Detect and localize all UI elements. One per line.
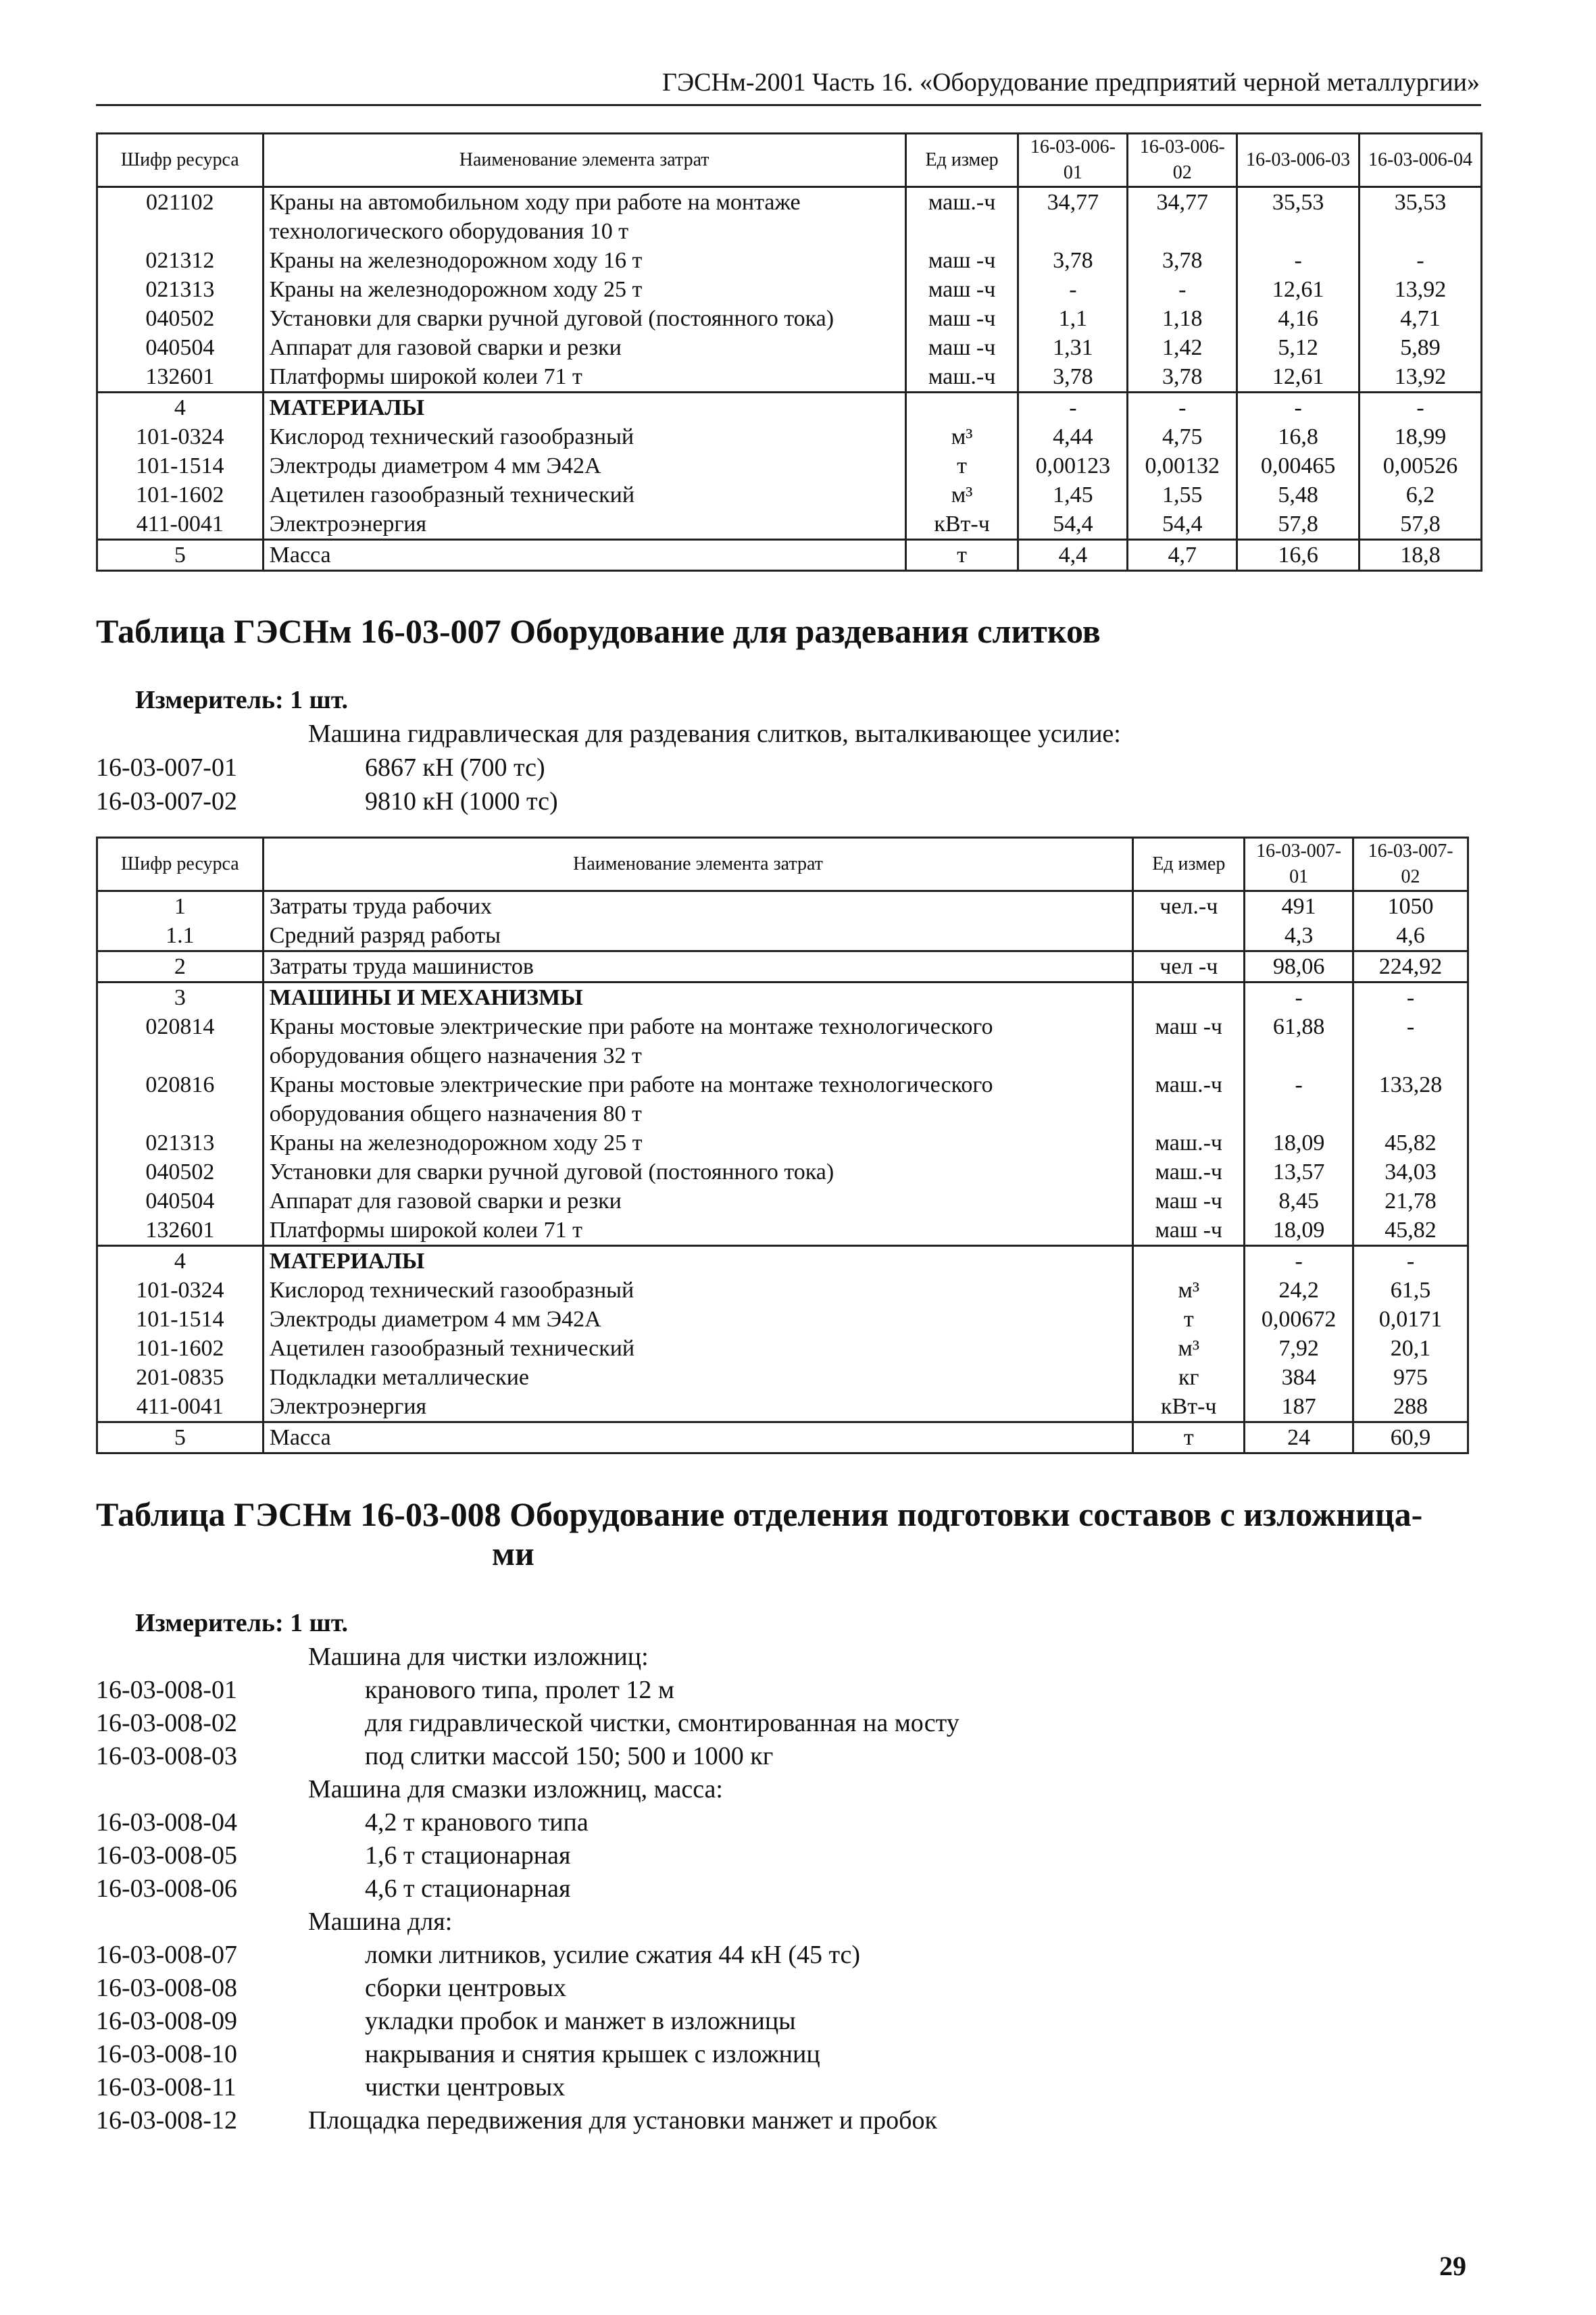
norm-value: 1,1	[1018, 304, 1128, 333]
resource-code: 101-1602	[97, 1334, 264, 1363]
table-row	[97, 1216, 1468, 1246]
resource-code: 1	[97, 891, 264, 922]
table-row	[97, 1305, 1468, 1334]
norm-value: 384	[1245, 1363, 1353, 1392]
norm-value: 0,00526	[1360, 451, 1482, 480]
header-element-name: Наименование элемента затрат	[263, 838, 1133, 891]
norm-value: 1,31	[1018, 333, 1128, 362]
table-row	[97, 393, 1482, 423]
norm-value: 12,61	[1237, 275, 1360, 304]
measure-value: 1 шт.	[290, 1609, 349, 1637]
unit-cell: т	[1133, 1422, 1245, 1453]
norm-value: -	[1360, 246, 1482, 275]
norm-value: 288	[1353, 1392, 1468, 1422]
table-row	[97, 891, 1468, 922]
norm-value: 0,00672	[1245, 1305, 1353, 1334]
resource-code: 101-0324	[97, 1276, 264, 1305]
element-name: Установки для сварки ручной дуговой (постоянного тока)	[263, 304, 905, 333]
element-name: Подкладки металлические	[263, 1363, 1133, 1392]
table-row	[97, 1392, 1468, 1422]
norm-value: 1,45	[1018, 480, 1128, 509]
norm-value: 0,0171	[1353, 1305, 1468, 1334]
element-name: Краны на железнодорожном ходу 25 т	[263, 1128, 1133, 1158]
norm-value: 34,77	[1018, 187, 1128, 247]
header-unit: Ед измер	[905, 134, 1018, 187]
resource-code: 201-0835	[97, 1363, 264, 1392]
norm-value: 4,44	[1018, 422, 1128, 451]
header-norm-4: 16-03-006-04	[1360, 134, 1482, 187]
measure-line-008	[135, 1607, 348, 1639]
resource-table-007	[96, 837, 1469, 1454]
norm-value: 1,55	[1128, 480, 1237, 509]
table-row	[97, 451, 1482, 480]
norm-value: 61,5	[1353, 1276, 1468, 1305]
norm-value: 18,09	[1245, 1128, 1353, 1158]
header-norm-2: 16-03-007-02	[1353, 838, 1468, 891]
table-row	[97, 1334, 1468, 1363]
norm-value: 7,92	[1245, 1334, 1353, 1363]
measure-value: 1 шт.	[290, 686, 349, 714]
unit-cell: т	[905, 451, 1018, 480]
unit-cell: маш -ч	[905, 304, 1018, 333]
norm-value: 24,2	[1245, 1276, 1353, 1305]
resource-code: 101-0324	[97, 422, 264, 451]
norm-value: 3,78	[1018, 246, 1128, 275]
unit-cell: маш -ч	[1133, 1012, 1245, 1070]
unit-cell: маш.-ч	[905, 362, 1018, 393]
norm-value: -	[1018, 393, 1128, 423]
norm-code: 16-03-008-10	[96, 2040, 237, 2068]
resource-code: 101-1514	[97, 451, 264, 480]
running-header: ГЭСНм-2001 Часть 16. «Оборудование предприятий черной металлургии»	[662, 68, 1480, 97]
resource-code: 101-1602	[97, 480, 264, 509]
element-name: Масса	[263, 1422, 1133, 1453]
unit-cell	[1133, 1246, 1245, 1276]
norm-value: 4,6	[1353, 921, 1468, 951]
resource-code: 411-0041	[97, 509, 264, 540]
table-row	[97, 480, 1482, 509]
norm-value: 4,7	[1128, 540, 1237, 571]
element-name: Аппарат для газовой сварки и резки	[263, 1187, 1133, 1216]
element-name: Краны на железнодорожном ходу 16 т	[263, 246, 905, 275]
header-norm-3: 16-03-006-03	[1237, 134, 1360, 187]
norm-code: 16-03-008-05	[96, 1841, 237, 1870]
table-row	[97, 921, 1468, 951]
norm-value: 13,92	[1360, 362, 1482, 393]
norm-value: 491	[1245, 891, 1353, 922]
norm-value: 35,53	[1360, 187, 1482, 247]
element-name: Электроэнергия	[263, 1392, 1133, 1422]
resource-code: 4	[97, 1246, 264, 1276]
norm-value: 20,1	[1353, 1334, 1468, 1363]
header-norm-1: 16-03-007-01	[1245, 838, 1353, 891]
table-row	[97, 1070, 1468, 1128]
table-row	[97, 362, 1482, 393]
machine-group-heading: Машина для чистки изложниц:	[308, 1643, 649, 1671]
element-name: Платформы широкой колеи 71 т	[263, 362, 905, 393]
resource-code: 040504	[97, 1187, 264, 1216]
header-unit: Ед измер	[1133, 838, 1245, 891]
unit-cell: чел.-ч	[1133, 891, 1245, 922]
table-row	[97, 422, 1482, 451]
table-row	[97, 187, 1482, 247]
norm-value: -	[1237, 393, 1360, 423]
header-element-name: Наименование элемента затрат	[263, 134, 905, 187]
resource-code: 2	[97, 951, 264, 982]
table-header-row	[97, 134, 1482, 187]
resource-code: 040502	[97, 1158, 264, 1187]
table-row	[97, 1246, 1468, 1276]
norm-value: -	[1353, 1012, 1468, 1070]
resource-code: 021102	[97, 187, 264, 247]
unit-cell: маш.-ч	[1133, 1128, 1245, 1158]
unit-cell: м³	[1133, 1334, 1245, 1363]
resource-code: 132601	[97, 362, 264, 393]
table-row	[97, 509, 1482, 540]
norm-value: 34,77	[1128, 187, 1237, 247]
norm-value: 13,57	[1245, 1158, 1353, 1187]
table-row	[97, 1363, 1468, 1392]
resource-code: 3	[97, 982, 264, 1013]
table-title-008-continued: ми	[492, 1535, 534, 1572]
resource-code: 101-1514	[97, 1305, 264, 1334]
norm-code: 16-03-008-09	[96, 2007, 237, 2035]
resource-code: 021312	[97, 246, 264, 275]
element-name: Краны мостовые электрические при работе на монтаже технологического оборудования общего назначения 80 т	[263, 1070, 1133, 1128]
norm-code: 16-03-008-08	[96, 1974, 237, 2002]
norm-value: 57,8	[1360, 509, 1482, 540]
norm-value: -	[1237, 246, 1360, 275]
resource-code: 4	[97, 393, 264, 423]
measure-label: Измеритель:	[135, 1609, 284, 1637]
norm-description: для гидравлической чистки, смонтированная на мосту	[365, 1709, 959, 1737]
element-name: Затраты труда машинистов	[263, 951, 1133, 982]
table-row	[97, 1422, 1468, 1453]
norm-value: 187	[1245, 1392, 1353, 1422]
resource-code: 021313	[97, 1128, 264, 1158]
norm-value: 54,4	[1128, 509, 1237, 540]
norm-code: 16-03-007-01	[96, 753, 237, 782]
unit-cell: м³	[905, 480, 1018, 509]
resource-code: 021313	[97, 275, 264, 304]
element-name: Платформы широкой колеи 71 т	[263, 1216, 1133, 1246]
norm-description: укладки пробок и манжет в изложницы	[365, 2007, 796, 2035]
norm-value: 4,16	[1237, 304, 1360, 333]
norm-value: 13,92	[1360, 275, 1482, 304]
norm-value: 4,71	[1360, 304, 1482, 333]
resource-code: 020816	[97, 1070, 264, 1128]
resource-code: 411-0041	[97, 1392, 264, 1422]
element-name: МАТЕРИАЛЫ	[263, 393, 905, 423]
norm-value: -	[1353, 1246, 1468, 1276]
unit-cell: маш -ч	[1133, 1187, 1245, 1216]
norm-value: 0,00123	[1018, 451, 1128, 480]
norm-value: 34,03	[1353, 1158, 1468, 1187]
norm-value: 975	[1353, 1363, 1468, 1392]
machine-group-heading: Машина для:	[308, 1908, 453, 1936]
norm-value: -	[1245, 982, 1353, 1013]
norm-value: -	[1128, 275, 1237, 304]
norm-code: 16-03-008-01	[96, 1676, 237, 1704]
norm-code: 16-03-008-12	[96, 2106, 237, 2135]
unit-cell: м³	[905, 422, 1018, 451]
table-row	[97, 275, 1482, 304]
norm-value: 54,4	[1018, 509, 1128, 540]
element-name: Краны мостовые электрические при работе на монтаже технологического оборудования общего назначения 32 т	[263, 1012, 1133, 1070]
element-name: Установки для сварки ручной дуговой (постоянного тока)	[263, 1158, 1133, 1187]
table-header-row	[97, 838, 1468, 891]
norm-description: 1,6 т стационарная	[365, 1841, 571, 1870]
table-row	[97, 246, 1482, 275]
machine-intro-007: Машина гидравлическая для раздевания слитков, выталкивающее усилие:	[308, 720, 1121, 748]
unit-cell: маш -ч	[905, 275, 1018, 304]
norm-description: накрывания и снятия крышек с изложниц	[365, 2040, 820, 2068]
norm-description: 4,2 т кранового типа	[365, 1808, 589, 1837]
norm-value: 18,09	[1245, 1216, 1353, 1246]
unit-cell: маш.-ч	[1133, 1070, 1245, 1128]
unit-cell	[905, 393, 1018, 423]
element-name: Электроды диаметром 4 мм Э42А	[263, 1305, 1133, 1334]
norm-value: -	[1018, 275, 1128, 304]
norm-value: 8,45	[1245, 1187, 1353, 1216]
resource-table-006	[96, 132, 1482, 572]
norm-code: 16-03-008-03	[96, 1742, 237, 1770]
norm-value: -	[1128, 393, 1237, 423]
unit-cell: чел -ч	[1133, 951, 1245, 982]
norm-description: 9810 кН (1000 тс)	[365, 787, 558, 816]
resource-code: 040502	[97, 304, 264, 333]
norm-value: 45,82	[1353, 1128, 1468, 1158]
norm-value: 5,12	[1237, 333, 1360, 362]
norm-code: 16-03-008-04	[96, 1808, 237, 1837]
norm-value: 35,53	[1237, 187, 1360, 247]
element-name: Масса	[263, 540, 905, 571]
table-row	[97, 951, 1468, 982]
resource-code: 1.1	[97, 921, 264, 951]
element-name: МАТЕРИАЛЫ	[263, 1246, 1133, 1276]
table-row	[97, 540, 1482, 571]
resource-code: 132601	[97, 1216, 264, 1246]
norm-value: 18,8	[1360, 540, 1482, 571]
table-row	[97, 1187, 1468, 1216]
norm-code: 16-03-008-02	[96, 1709, 237, 1737]
norm-value: 1,18	[1128, 304, 1237, 333]
norm-value: 0,00465	[1237, 451, 1360, 480]
norm-value: 224,92	[1353, 951, 1468, 982]
norm-description: кранового типа, пролет 12 м	[365, 1676, 674, 1704]
norm-description: сборки центровых	[365, 1974, 567, 2002]
element-name: Краны на автомобильном ходу при работе на монтаже технологического оборудования 10 т	[263, 187, 905, 247]
machine-group-heading: Машина для смазки изложниц, масса:	[308, 1775, 723, 1803]
unit-cell	[1133, 982, 1245, 1013]
norm-description: ломки литников, усилие сжатия 44 кН (45 тс)	[365, 1941, 861, 1969]
element-name: Краны на железнодорожном ходу 25 т	[263, 275, 905, 304]
unit-cell: кг	[1133, 1363, 1245, 1392]
resource-code: 040504	[97, 333, 264, 362]
norm-value: 24	[1245, 1422, 1353, 1453]
unit-cell: кВт-ч	[905, 509, 1018, 540]
header-rule	[96, 104, 1481, 106]
norm-value: 21,78	[1353, 1187, 1468, 1216]
norm-value: 1050	[1353, 891, 1468, 922]
norm-value: 5,48	[1237, 480, 1360, 509]
norm-value: 3,78	[1128, 362, 1237, 393]
norm-value: 45,82	[1353, 1216, 1468, 1246]
page-number: 29	[1439, 2251, 1466, 2281]
norm-value: 61,88	[1245, 1012, 1353, 1070]
element-name: Кислород технический газообразный	[263, 422, 905, 451]
norm-value: 57,8	[1237, 509, 1360, 540]
norm-value: 60,9	[1353, 1422, 1468, 1453]
norm-value: 1,42	[1128, 333, 1237, 362]
unit-cell: м³	[1133, 1276, 1245, 1305]
norm-value: 4,75	[1128, 422, 1237, 451]
element-name: Электроэнергия	[263, 509, 905, 540]
header-resource-code: Шифр ресурса	[97, 838, 264, 891]
header-resource-code: Шифр ресурса	[97, 134, 264, 187]
norm-value: 133,28	[1353, 1070, 1468, 1128]
norm-value: 4,3	[1245, 921, 1353, 951]
norm-code: 16-03-008-06	[96, 1874, 237, 1903]
unit-cell: маш -ч	[1133, 1216, 1245, 1246]
norm-value: 16,6	[1237, 540, 1360, 571]
unit-cell: маш.-ч	[905, 187, 1018, 247]
element-name: Электроды диаметром 4 мм Э42А	[263, 451, 905, 480]
norm-value: -	[1245, 1070, 1353, 1128]
norm-description: 6867 кН (700 тс)	[365, 753, 545, 782]
norm-code: 16-03-007-02	[96, 787, 237, 816]
unit-cell: т	[905, 540, 1018, 571]
resource-code: 5	[97, 540, 264, 571]
element-name: МАШИНЫ И МЕХАНИЗМЫ	[263, 982, 1133, 1013]
norm-code: 16-03-008-11	[96, 2073, 236, 2101]
norm-value: 12,61	[1237, 362, 1360, 393]
norm-value: -	[1245, 1246, 1353, 1276]
element-name: Аппарат для газовой сварки и резки	[263, 333, 905, 362]
resource-code: 020814	[97, 1012, 264, 1070]
unit-cell: кВт-ч	[1133, 1392, 1245, 1422]
norm-value: 4,4	[1018, 540, 1128, 571]
unit-cell: маш.-ч	[1133, 1158, 1245, 1187]
norm-value: 5,89	[1360, 333, 1482, 362]
norm-description: под слитки массой 150; 500 и 1000 кг	[365, 1742, 774, 1770]
norm-value: 3,78	[1018, 362, 1128, 393]
measure-label: Измеритель:	[135, 686, 284, 714]
unit-cell: маш -ч	[905, 246, 1018, 275]
norm-description: Площадка передвижения для установки манжет и пробок	[308, 2106, 937, 2135]
table-title-008: Таблица ГЭСНм 16-03-008 Оборудование отделения подготовки составов с изложница-	[96, 1495, 1423, 1533]
header-norm-1: 16-03-006-01	[1018, 134, 1128, 187]
element-name: Средний разряд работы	[263, 921, 1133, 951]
norm-value: 98,06	[1245, 951, 1353, 982]
element-name: Затраты труда рабочих	[263, 891, 1133, 922]
norm-value: 16,8	[1237, 422, 1360, 451]
unit-cell: т	[1133, 1305, 1245, 1334]
measure-line-007	[135, 684, 348, 716]
norm-code: 16-03-008-07	[96, 1941, 237, 1969]
table-row	[97, 1012, 1468, 1070]
header-norm-2: 16-03-006-02	[1128, 134, 1237, 187]
table-row	[97, 1128, 1468, 1158]
element-name: Кислород технический газообразный	[263, 1276, 1133, 1305]
resource-code: 5	[97, 1422, 264, 1453]
norm-value: 18,99	[1360, 422, 1482, 451]
table-title-007: Таблица ГЭСНм 16-03-007 Оборудование для раздевания слитков	[96, 612, 1101, 650]
unit-cell: маш -ч	[905, 333, 1018, 362]
norm-description: чистки центровых	[365, 2073, 566, 2101]
norm-value: 3,78	[1128, 246, 1237, 275]
table-row	[97, 304, 1482, 333]
element-name: Ацетилен газообразный технический	[263, 1334, 1133, 1363]
norm-value: -	[1360, 393, 1482, 423]
norm-value: 0,00132	[1128, 451, 1237, 480]
element-name: Ацетилен газообразный технический	[263, 480, 905, 509]
table-row	[97, 982, 1468, 1013]
norm-description: 4,6 т стационарная	[365, 1874, 571, 1903]
unit-cell	[1133, 921, 1245, 951]
norm-value: 6,2	[1360, 480, 1482, 509]
norm-value: -	[1353, 982, 1468, 1013]
table-row	[97, 1158, 1468, 1187]
table-row	[97, 1276, 1468, 1305]
table-row	[97, 333, 1482, 362]
